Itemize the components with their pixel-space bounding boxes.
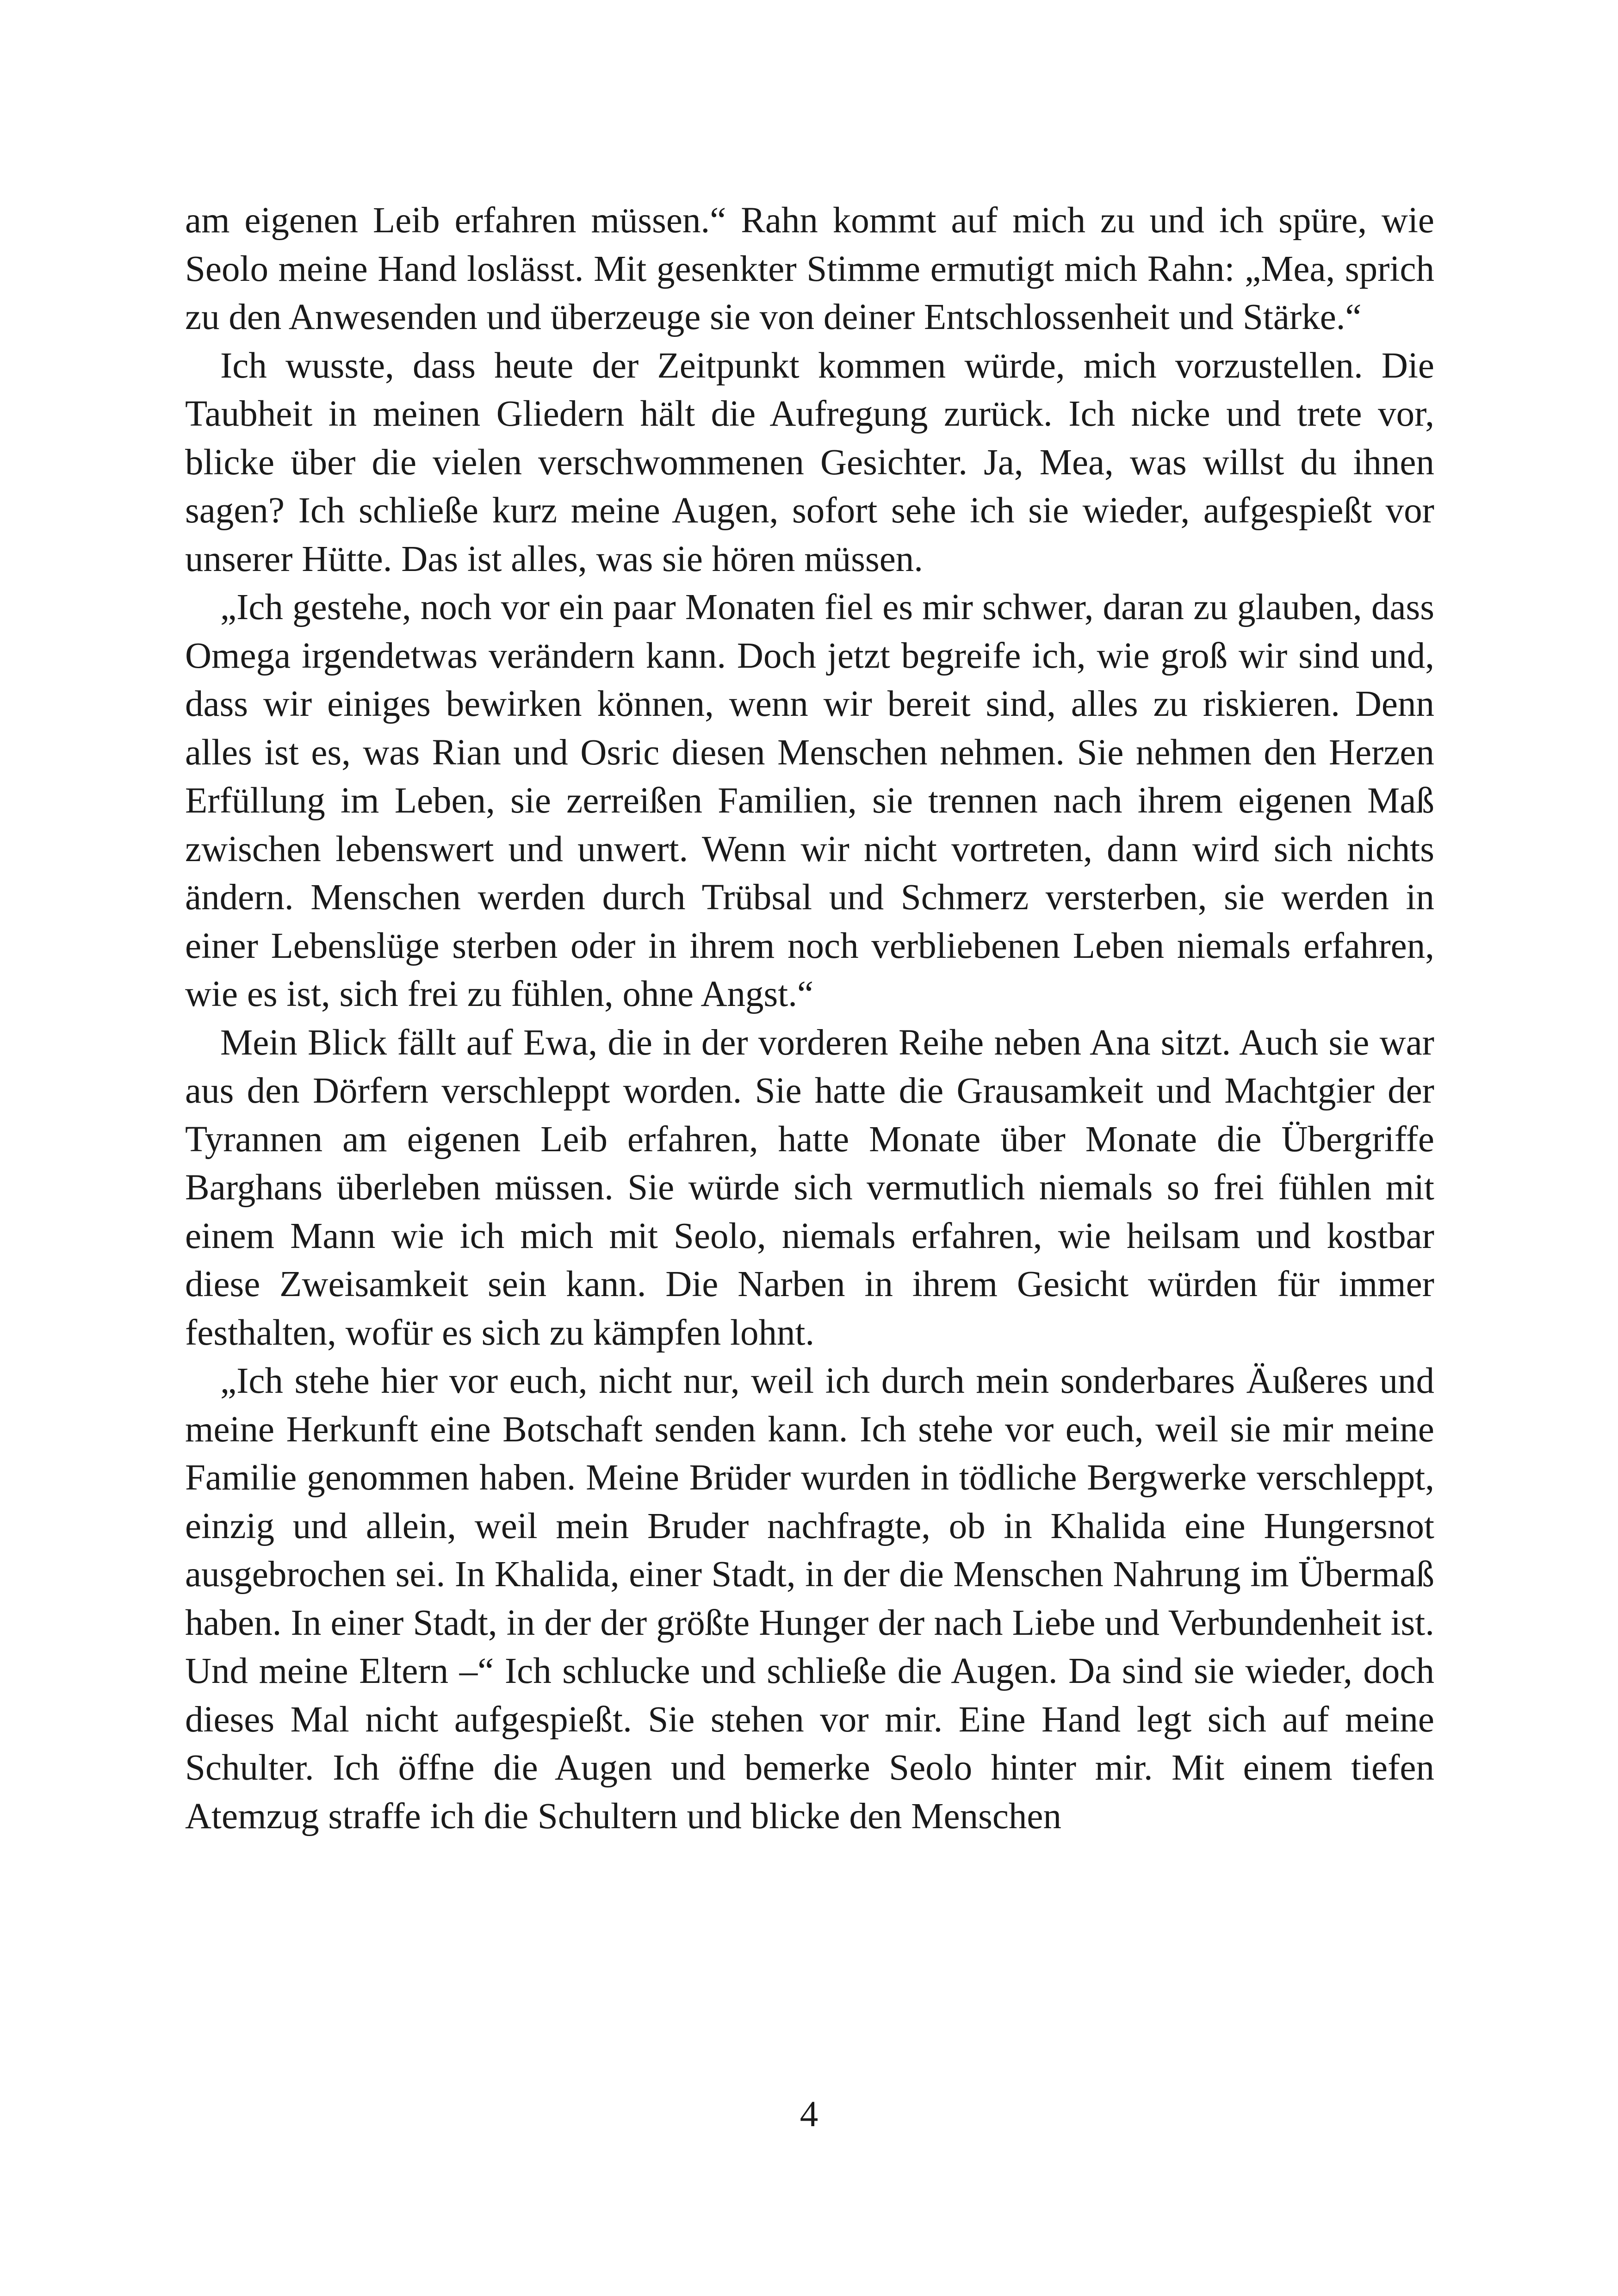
paragraph-1: am eigenen Leib erfahren müssen.“ Rahn kommt auf mich zu und ich spüre, wie Seolo meine Hand loslässt. Mit gesenkter Stimme ermutigt mich Rahn: „Mea, sprich zu den Anwesenden und überzeuge sie von deiner Entschlossenheit und Stärke.“: [185, 200, 1434, 337]
paragraph-3: „Ich gestehe, noch vor ein paar Monaten fiel es mir schwer, daran zu glauben, dass Omega irgendetwas verändern kann. Doch jetzt begreife ich, wie groß wir sind und, dass wir einiges bewirken können, wenn wir bereit sind, alles zu riskieren. Denn alles ist es, was Rian und Osric diesen Menschen nehmen. Sie nehmen den Herzen Erfüllung im Leben, sie zerreißen Familien, sie trennen nach ihrem eigenen Maß zwischen lebenswert und unwert. Wenn wir nicht vortreten, dann wird sich nichts ändern. Menschen werden durch Trübsal und Schmerz versterben, sie werden in einer Lebenslüge sterben oder in ihrem noch verbliebenen Leben niemals erfahren, wie es ist, sich frei zu fühlen, ohne Angst.“: [185, 587, 1434, 1014]
paragraph-5: „Ich stehe hier vor euch, nicht nur, weil ich durch mein sonderbares Äußeres und meine Herkunft eine Botschaft senden kann. Ich stehe vor euch, weil sie mir meine Familie genommen haben. Meine Brüder wurden in tödliche Bergwerke verschleppt, einzig und allein, weil mein Bruder nachfragte, ob in Khalida eine Hungersnot ausgebrochen sei. In Khalida, einer Stadt, in der die Menschen Nahrung im Übermaß haben. In einer Stadt, in der der größte Hunger der nach Liebe und Verbundenheit ist. Und meine Eltern –“ Ich schlucke und schließe die Augen. Da sind sie wieder, doch dieses Mal nicht aufgespießt. Sie stehen vor mir. Eine Hand legt sich auf meine Schulter. Ich öffne die Augen und bemerke Seolo hinter mir. Mit einem tiefen Atemzug straffe ich die Schultern und blicke den Menschen: [185, 1361, 1434, 1837]
body-text: [185, 197, 1434, 1841]
page-number: 4: [800, 2094, 818, 2135]
paragraph-2: Ich wusste, dass heute der Zeitpunkt kommen würde, mich vorzustellen. Die Taubheit in meinen Gliedern hält die Aufregung zurück. Ich nicke und trete vor, blicke über die vielen verschwommenen Gesichter. Ja, Mea, was willst du ihnen sagen? Ich schließe kurz meine Augen, sofort sehe ich sie wieder, aufgespießt vor unserer Hütte. Das ist alles, was sie hören müssen.: [185, 345, 1434, 579]
paragraph-4: Mein Blick fällt auf Ewa, die in der vorderen Reihe neben Ana sitzt. Auch sie war aus den Dörfern verschleppt worden. Sie hatte die Grausamkeit und Machtgier der Tyrannen am eigenen Leib erfahren, hatte Monate über Monate die Übergriffe Barghans überleben müssen. Sie würde sich vermutlich niemals so frei fühlen mit einem Mann wie ich mich mit Seolo, niemals erfahren, wie heilsam und kostbar diese Zweisamkeit sein kann. Die Narben in ihrem Gesicht würden für immer festhalten, wofür es sich zu kämpfen lohnt.: [185, 1022, 1434, 1353]
